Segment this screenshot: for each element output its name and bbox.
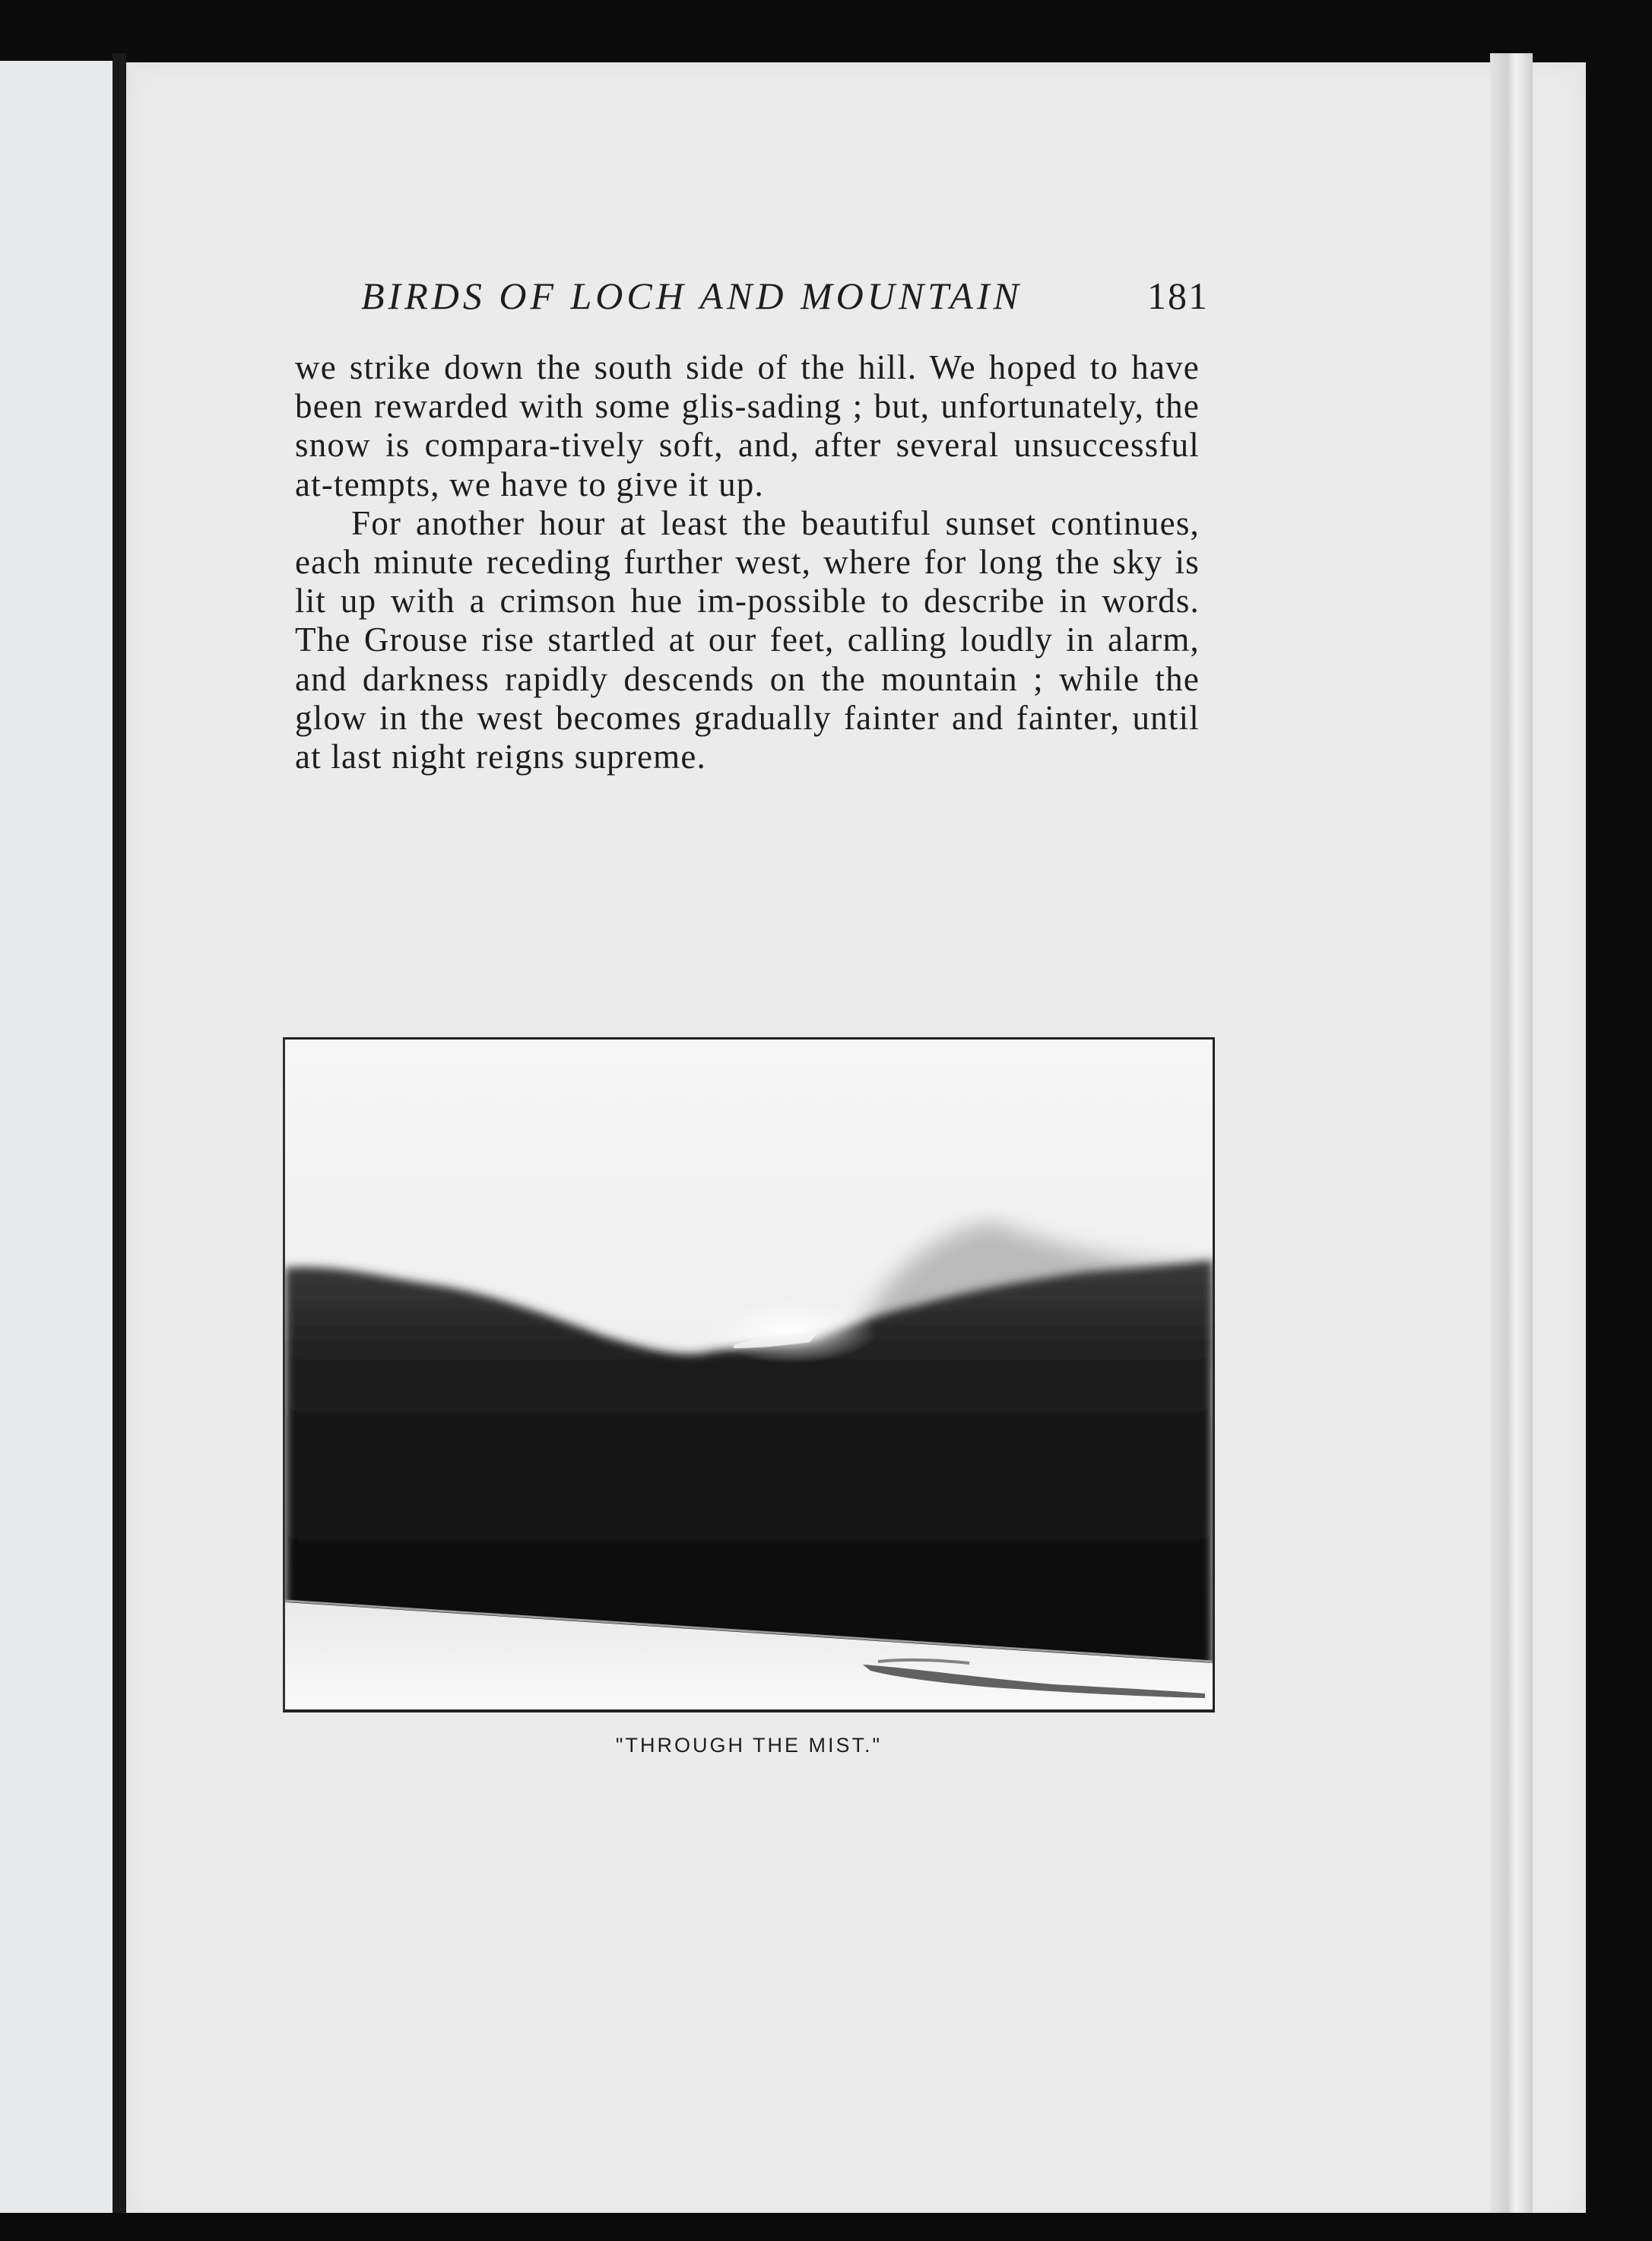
running-head — [361, 274, 1209, 319]
running-title: BIRDS OF LOCH AND MOUNTAIN — [361, 275, 1023, 317]
paragraph: we strike down the south side of the hill. We hoped to have been rewarded with some glis-sading ; but, unfortunately, the snow is compara-tively soft, and, after several unsuccessful at-tempts, we have to give it up. — [295, 348, 1200, 503]
book-gutter — [113, 53, 126, 2241]
mountain-mist-photograph — [285, 1040, 1213, 1710]
paragraph: For another hour at least the beautiful sunset continues, each minute receding further west, where for long the sky is lit up with a crimson hue im-possible to describe in words. The Grouse rise startled at our feet, calling loudly in alarm, and darkness rapidly descends on the mountain ; while the glow in the west becomes gradually fainter and fainter, until at last night reigns supreme. — [295, 503, 1200, 776]
page-number: 181 — [1147, 275, 1209, 317]
body-text — [295, 348, 1200, 776]
previous-page-edge — [0, 61, 113, 2236]
page-edge — [1490, 53, 1533, 2220]
photograph-plate — [283, 1037, 1215, 1712]
figure-caption: "THROUGH THE MIST." — [615, 1734, 883, 1757]
scan-bottom-edge — [0, 2213, 1652, 2241]
